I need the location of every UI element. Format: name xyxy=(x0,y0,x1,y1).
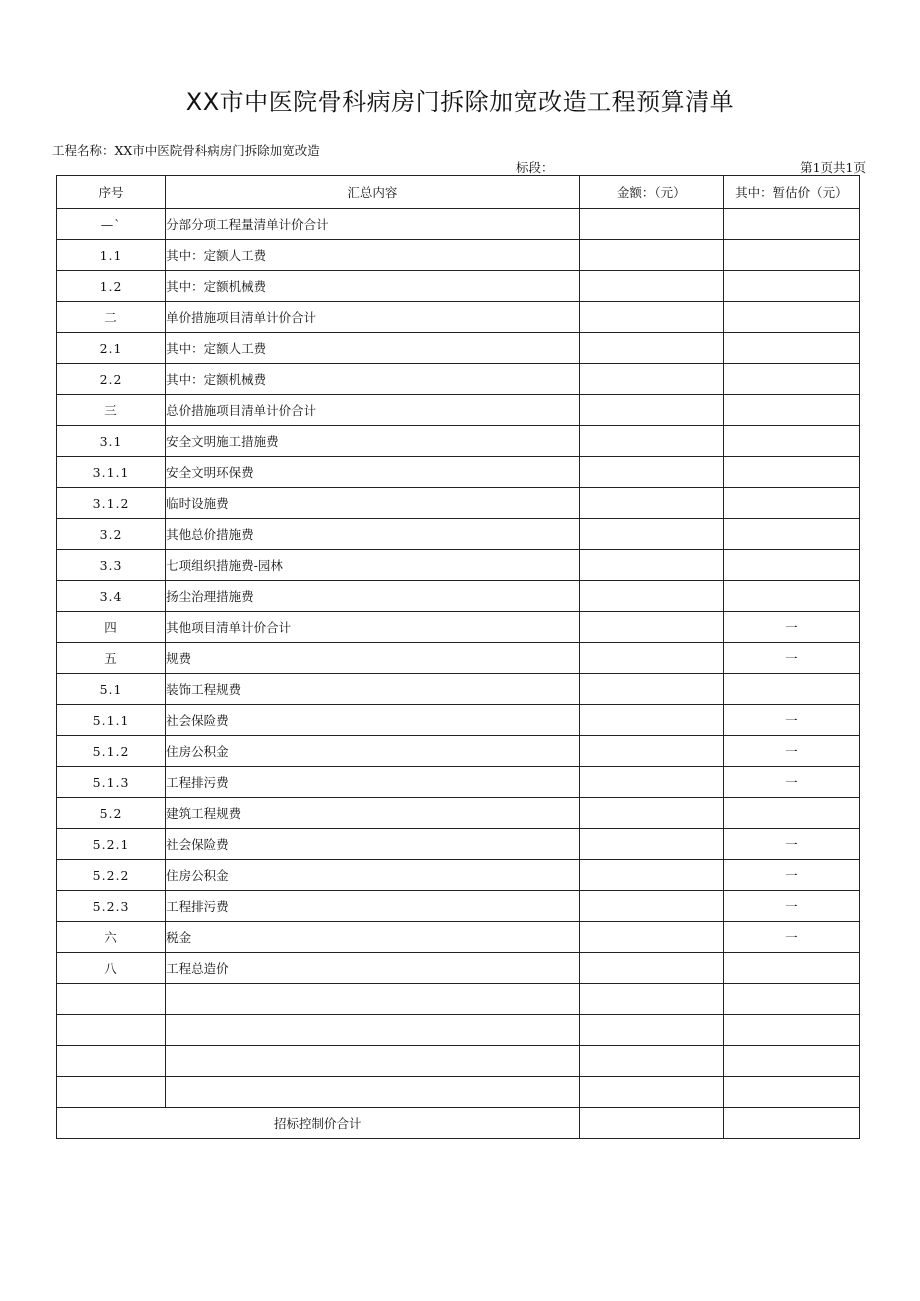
row-amount-cell xyxy=(579,829,723,860)
table-row xyxy=(57,922,860,953)
row-number-cell: —` xyxy=(57,209,166,240)
row-content-cell: 总价措施项目清单计价合计 xyxy=(166,395,580,426)
row-number-cell: 三 xyxy=(57,395,166,426)
row-amount-cell xyxy=(579,519,723,550)
total-row xyxy=(57,1108,860,1139)
header-no: 序号 xyxy=(57,176,166,209)
table-row xyxy=(57,984,860,1015)
row-estimate-cell xyxy=(723,457,859,488)
row-number-cell xyxy=(57,1077,166,1108)
table-header-row xyxy=(57,176,860,209)
row-estimate-cell xyxy=(723,488,859,519)
row-number-cell: 八 xyxy=(57,953,166,984)
row-number-cell: 5.2 xyxy=(57,798,166,829)
row-amount-cell xyxy=(579,891,723,922)
table-row xyxy=(57,271,860,302)
row-content-cell: 其中：定额人工费 xyxy=(166,333,580,364)
row-amount-cell xyxy=(579,1046,723,1077)
row-number-cell: 2.2 xyxy=(57,364,166,395)
row-amount-cell xyxy=(579,581,723,612)
row-number-cell xyxy=(57,1046,166,1077)
row-estimate-cell xyxy=(723,984,859,1015)
row-content-cell: 税金 xyxy=(166,922,580,953)
row-estimate-cell xyxy=(723,550,859,581)
page-indicator: 第1页共1页 xyxy=(800,160,866,175)
row-number-cell: 5.1 xyxy=(57,674,166,705)
table-row xyxy=(57,240,860,271)
row-amount-cell xyxy=(579,953,723,984)
table-row xyxy=(57,364,860,395)
row-amount-cell xyxy=(579,333,723,364)
header-estimate: 其中：暂估价（元） xyxy=(723,176,859,209)
row-content-cell: 社会保险费 xyxy=(166,829,580,860)
row-estimate-cell: 一 xyxy=(723,612,859,643)
row-amount-cell xyxy=(579,798,723,829)
header-amount: 金额：（元） xyxy=(579,176,723,209)
row-content-cell: 单价措施项目清单计价合计 xyxy=(166,302,580,333)
row-content-cell: 工程排污费 xyxy=(166,767,580,798)
row-number-cell: 3.1.2 xyxy=(57,488,166,519)
row-amount-cell xyxy=(579,984,723,1015)
table-row xyxy=(57,736,860,767)
row-content-cell: 住房公积金 xyxy=(166,860,580,891)
row-number-cell: 5.2.2 xyxy=(57,860,166,891)
table-row xyxy=(57,302,860,333)
table-row xyxy=(57,426,860,457)
row-content-cell: 其中：定额机械费 xyxy=(166,271,580,302)
row-content-cell: 其他项目清单计价合计 xyxy=(166,612,580,643)
total-label: 招标控制价合计 xyxy=(57,1108,580,1139)
row-content-cell: 社会保险费 xyxy=(166,705,580,736)
row-estimate-cell xyxy=(723,674,859,705)
row-number-cell: 3.3 xyxy=(57,550,166,581)
row-content-cell: 规费 xyxy=(166,643,580,674)
row-amount-cell xyxy=(579,364,723,395)
row-estimate-cell xyxy=(723,209,859,240)
row-content-cell: 建筑工程规费 xyxy=(166,798,580,829)
row-amount-cell xyxy=(579,488,723,519)
row-content-cell xyxy=(166,1077,580,1108)
row-estimate-cell xyxy=(723,333,859,364)
row-number-cell: 5.1.3 xyxy=(57,767,166,798)
row-estimate-cell xyxy=(723,426,859,457)
table-row xyxy=(57,581,860,612)
table-row xyxy=(57,612,860,643)
total-estimate xyxy=(723,1108,859,1139)
row-content-cell: 装饰工程规费 xyxy=(166,674,580,705)
row-content-cell: 其中：定额人工费 xyxy=(166,240,580,271)
row-estimate-cell xyxy=(723,271,859,302)
table-row xyxy=(57,643,860,674)
row-amount-cell xyxy=(579,550,723,581)
row-amount-cell xyxy=(579,674,723,705)
row-estimate-cell xyxy=(723,1015,859,1046)
row-number-cell: 5.2.3 xyxy=(57,891,166,922)
row-amount-cell xyxy=(579,643,723,674)
row-estimate-cell xyxy=(723,364,859,395)
row-amount-cell xyxy=(579,240,723,271)
row-content-cell: 住房公积金 xyxy=(166,736,580,767)
row-estimate-cell xyxy=(723,1077,859,1108)
table-row xyxy=(57,1015,860,1046)
row-number-cell: 3.1.1 xyxy=(57,457,166,488)
row-amount-cell xyxy=(579,736,723,767)
table-body xyxy=(57,209,860,1108)
table-row xyxy=(57,395,860,426)
table-row xyxy=(57,1046,860,1077)
row-number-cell: 四 xyxy=(57,612,166,643)
row-estimate-cell xyxy=(723,302,859,333)
budget-table xyxy=(56,175,860,1139)
table-row xyxy=(57,705,860,736)
row-amount-cell xyxy=(579,271,723,302)
row-estimate-cell: 一 xyxy=(723,705,859,736)
row-estimate-cell: 一 xyxy=(723,922,859,953)
row-estimate-cell xyxy=(723,240,859,271)
header-content: 汇总内容 xyxy=(166,176,580,209)
row-estimate-cell: 一 xyxy=(723,736,859,767)
row-content-cell: 工程排污费 xyxy=(166,891,580,922)
table-row xyxy=(57,488,860,519)
row-content-cell: 工程总造价 xyxy=(166,953,580,984)
row-amount-cell xyxy=(579,426,723,457)
row-estimate-cell: 一 xyxy=(723,891,859,922)
document-title: XX市中医院骨科病房门拆除加宽改造工程预算清单 xyxy=(185,88,735,116)
row-number-cell: 2.1 xyxy=(57,333,166,364)
row-number-cell xyxy=(57,984,166,1015)
row-amount-cell xyxy=(579,1015,723,1046)
row-estimate-cell: 一 xyxy=(723,643,859,674)
row-number-cell: 1.2 xyxy=(57,271,166,302)
row-number-cell: 五 xyxy=(57,643,166,674)
row-number-cell: 5.2.1 xyxy=(57,829,166,860)
row-content-cell: 扬尘治理措施费 xyxy=(166,581,580,612)
table-row xyxy=(57,209,860,240)
row-amount-cell xyxy=(579,302,723,333)
row-number-cell: 二 xyxy=(57,302,166,333)
total-amount xyxy=(579,1108,723,1139)
row-content-cell: 七项组织措施费-园林 xyxy=(166,550,580,581)
row-amount-cell xyxy=(579,612,723,643)
row-amount-cell xyxy=(579,395,723,426)
row-number-cell: 六 xyxy=(57,922,166,953)
row-number-cell: 3.4 xyxy=(57,581,166,612)
row-content-cell xyxy=(166,984,580,1015)
row-amount-cell xyxy=(579,922,723,953)
table-row xyxy=(57,550,860,581)
row-estimate-cell: 一 xyxy=(723,829,859,860)
table-row xyxy=(57,333,860,364)
row-amount-cell xyxy=(579,860,723,891)
row-estimate-cell xyxy=(723,519,859,550)
row-estimate-cell xyxy=(723,798,859,829)
row-estimate-cell: 一 xyxy=(723,767,859,798)
row-number-cell: 3.1 xyxy=(57,426,166,457)
row-number-cell: 5.1.2 xyxy=(57,736,166,767)
table-row xyxy=(57,1077,860,1108)
section-label: 标段： xyxy=(516,160,554,175)
row-content-cell: 其中：定额机械费 xyxy=(166,364,580,395)
row-number-cell: 5.1.1 xyxy=(57,705,166,736)
row-amount-cell xyxy=(579,1077,723,1108)
row-estimate-cell xyxy=(723,581,859,612)
table-row xyxy=(57,798,860,829)
project-name: 工程名称：XX市中医院骨科病房门拆除加宽改造 xyxy=(52,143,320,158)
row-estimate-cell xyxy=(723,1046,859,1077)
row-estimate-cell xyxy=(723,953,859,984)
row-amount-cell xyxy=(579,209,723,240)
row-content-cell: 安全文明施工措施费 xyxy=(166,426,580,457)
table-row xyxy=(57,519,860,550)
row-content-cell xyxy=(166,1046,580,1077)
table-row xyxy=(57,457,860,488)
table-row xyxy=(57,829,860,860)
row-content-cell: 临时设施费 xyxy=(166,488,580,519)
row-number-cell: 1.1 xyxy=(57,240,166,271)
table-row xyxy=(57,674,860,705)
row-content-cell: 其他总价措施费 xyxy=(166,519,580,550)
row-number-cell: 3.2 xyxy=(57,519,166,550)
row-estimate-cell: 一 xyxy=(723,860,859,891)
table-row xyxy=(57,953,860,984)
table-row xyxy=(57,767,860,798)
row-content-cell: 分部分项工程量清单计价合计 xyxy=(166,209,580,240)
row-amount-cell xyxy=(579,705,723,736)
row-number-cell xyxy=(57,1015,166,1046)
row-content-cell xyxy=(166,1015,580,1046)
table-row xyxy=(57,860,860,891)
table-row xyxy=(57,891,860,922)
row-amount-cell xyxy=(579,767,723,798)
row-estimate-cell xyxy=(723,395,859,426)
row-amount-cell xyxy=(579,457,723,488)
row-content-cell: 安全文明环保费 xyxy=(166,457,580,488)
